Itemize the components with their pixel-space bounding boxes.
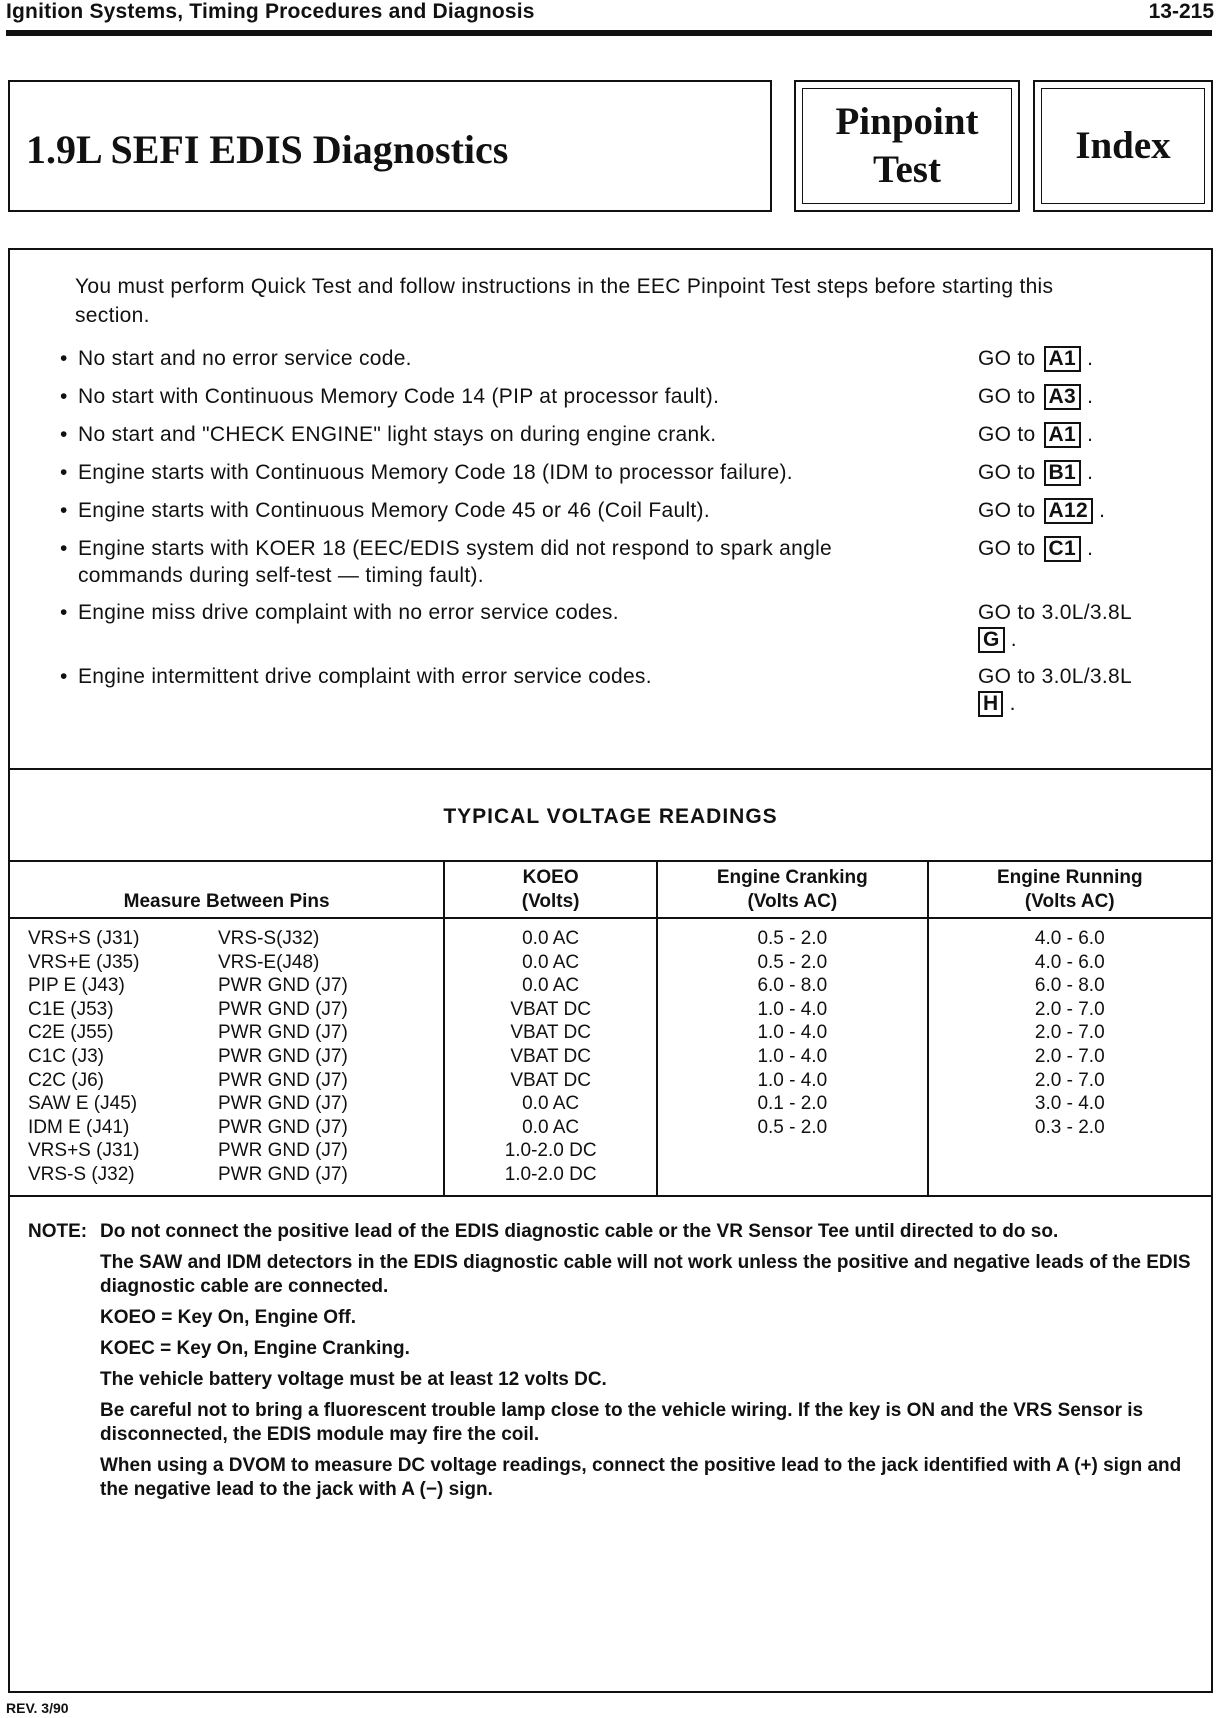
cell-koeo: VBAT DC xyxy=(444,1069,657,1093)
page-number: 13-215 xyxy=(1148,0,1214,23)
run-header-line1: Engine Running xyxy=(996,867,1143,888)
pin-a: C2E (J55) xyxy=(28,1022,114,1044)
cell-pins xyxy=(10,974,444,998)
crank-header-line1: Engine Cranking xyxy=(716,867,868,888)
main-panel xyxy=(8,248,1213,1693)
cell-running: 2.0 - 7.0 xyxy=(928,1069,1211,1093)
cell-pins xyxy=(10,918,444,951)
header-rule xyxy=(6,30,1212,36)
section-divider xyxy=(10,768,1211,770)
index-button-label: Index xyxy=(1075,124,1171,167)
symptom-list xyxy=(60,345,1200,727)
symptom-text: Engine starts with KOER 18 (EEC/EDIS system did not respond to spark angle commands during self-test — timing fault). xyxy=(78,537,833,587)
symptom-item xyxy=(60,383,1200,421)
cell-koeo: 0.0 AC xyxy=(444,951,657,975)
goto-label: GO to xyxy=(978,499,1036,522)
ref-link-b1[interactable]: B1 xyxy=(1044,460,1081,486)
goto-manual: 3.0L/3.8L xyxy=(1041,665,1132,688)
symptom-item xyxy=(60,599,1200,663)
pin-b: PWR GND (J7) xyxy=(218,1163,348,1185)
symptom-item xyxy=(60,459,1200,497)
cell-cranking: 1.0 - 4.0 xyxy=(657,1069,928,1093)
ref-link-a3[interactable]: A3 xyxy=(1044,384,1081,410)
cell-cranking: 0.5 - 2.0 xyxy=(657,918,928,951)
col-header-cranking xyxy=(657,862,928,918)
pinpoint-button-frame xyxy=(802,88,1012,204)
goto-instruction: GO to B1 . xyxy=(978,461,1094,484)
pin-a: IDM E (J41) xyxy=(28,1116,130,1138)
symptom-text: No start and "CHECK ENGINE" light stays on during engine crank. xyxy=(78,423,717,446)
table-row xyxy=(10,974,1211,998)
cell-cranking: 0.1 - 2.0 xyxy=(657,1092,928,1116)
koeo-header-line2: (Volts) xyxy=(521,891,580,912)
goto-label: GO to xyxy=(978,347,1036,370)
run-header-line2: (Volts AC) xyxy=(1024,891,1115,912)
pin-a: VRS-S (J32) xyxy=(28,1163,135,1185)
cell-running: 3.0 - 4.0 xyxy=(928,1092,1211,1116)
cell-pins xyxy=(10,1021,444,1045)
table-row xyxy=(10,1045,1211,1069)
table-row xyxy=(10,1163,1211,1196)
pin-b: PWR GND (J7) xyxy=(218,1093,348,1115)
cell-running: 0.3 - 2.0 xyxy=(928,1116,1211,1140)
cell-cranking: 0.5 - 2.0 xyxy=(657,1116,928,1140)
table-row xyxy=(10,1092,1211,1116)
crank-header-line2: (Volts AC) xyxy=(747,891,838,912)
cell-koeo: VBAT DC xyxy=(444,1045,657,1069)
goto-label: GO to xyxy=(978,537,1036,560)
goto-label: GO to xyxy=(978,423,1036,446)
cell-koeo: VBAT DC xyxy=(444,998,657,1022)
symptom-text: Engine miss drive complaint with no error service codes. xyxy=(78,601,619,624)
cell-cranking xyxy=(657,1139,928,1163)
cell-koeo: 0.0 AC xyxy=(444,1092,657,1116)
index-button[interactable] xyxy=(1033,80,1213,212)
symptom-item xyxy=(60,421,1200,459)
table-row xyxy=(10,1069,1211,1093)
pin-b: PWR GND (J7) xyxy=(218,1022,348,1044)
note-paragraph: The vehicle battery voltage must be at least 12 volts DC. xyxy=(100,1369,607,1390)
cell-cranking: 1.0 - 4.0 xyxy=(657,1021,928,1045)
table-row xyxy=(10,998,1211,1022)
symptom-text: No start with Continuous Memory Code 14 (PIP at processor fault). xyxy=(78,385,720,408)
symptom-text: Engine starts with Continuous Memory Code 45 or 46 (Coil Fault). xyxy=(78,499,710,522)
ref-link-a1[interactable]: A1 xyxy=(1044,422,1081,448)
cell-running: 6.0 - 8.0 xyxy=(928,974,1211,998)
bullet-icon: • xyxy=(60,423,68,446)
cell-koeo: 0.0 AC xyxy=(444,918,657,951)
bullet-icon: • xyxy=(60,601,68,624)
table-row xyxy=(10,918,1211,951)
bullet-icon: • xyxy=(60,665,68,688)
cell-running: 2.0 - 7.0 xyxy=(928,998,1211,1022)
pin-b: VRS-E(J48) xyxy=(218,951,320,973)
pin-a: VRS+E (J35) xyxy=(28,951,140,973)
note-paragraph: The SAW and IDM detectors in the EDIS diagnostic cable will not work unless the positive and negative leads of the EDIS diagnostic cable are connected. xyxy=(100,1252,1191,1297)
symptom-item xyxy=(60,497,1200,535)
goto-manual: 3.0L/3.8L xyxy=(1041,601,1132,624)
notes-section xyxy=(28,1220,1208,1502)
cell-koeo: 1.0-2.0 DC xyxy=(444,1163,657,1196)
cell-cranking xyxy=(657,1163,928,1196)
pin-b: PWR GND (J7) xyxy=(218,1045,348,1067)
doc-title: 1.9L SEFI EDIS Diagnostics xyxy=(26,127,509,172)
cell-cranking: 1.0 - 4.0 xyxy=(657,998,928,1022)
ref-link-c1[interactable]: C1 xyxy=(1044,536,1081,562)
col-header-pins: Measure Between Pins xyxy=(10,862,444,918)
symptom-item xyxy=(60,663,1200,727)
pin-a: C2C (J6) xyxy=(28,1069,105,1091)
pin-b: PWR GND (J7) xyxy=(218,975,348,997)
ref-link-a1[interactable]: A1 xyxy=(1044,346,1081,372)
table-row xyxy=(10,951,1211,975)
table-body xyxy=(10,918,1211,1196)
voltage-table xyxy=(10,862,1211,1197)
col-header-running xyxy=(928,862,1211,918)
symptom-item xyxy=(60,345,1200,383)
cell-koeo: VBAT DC xyxy=(444,1021,657,1045)
bullet-icon: • xyxy=(60,537,68,560)
symptom-item xyxy=(60,535,1200,599)
goto-label: GO to xyxy=(978,665,1036,688)
pin-a: VRS+S (J31) xyxy=(28,928,140,949)
pinpoint-label-line1: Pinpoint xyxy=(835,100,979,143)
cell-running: 4.0 - 6.0 xyxy=(928,951,1211,975)
symptom-text: Engine starts with Continuous Memory Code 18 (IDM to processor failure). xyxy=(78,461,793,484)
bullet-icon: • xyxy=(60,385,68,408)
goto-instruction: GO to A1 . xyxy=(978,423,1094,446)
cell-koeo: 1.0-2.0 DC xyxy=(444,1139,657,1163)
ref-link-h[interactable]: H xyxy=(978,691,1003,717)
table-row xyxy=(10,1116,1211,1140)
note-lead xyxy=(28,1220,1208,1244)
goto-instruction: GO to C1 . xyxy=(978,537,1094,560)
note-paragraph: When using a DVOM to measure DC voltage readings, connect the positive lead to the jack identified with A (+) sign and the negative lead to the jack with A (−) sign. xyxy=(100,1455,1182,1500)
bullet-icon: • xyxy=(60,499,68,522)
note-paragraph: Be careful not to bring a fluorescent trouble lamp close to the vehicle wiring. If the key is ON and the VRS Sensor is disconnected, the EDIS module may fire the coil. xyxy=(100,1400,1144,1445)
pin-a: VRS+S (J31) xyxy=(28,1140,140,1162)
pin-a: SAW E (J45) xyxy=(28,1093,138,1115)
cell-pins xyxy=(10,1139,444,1163)
cell-running: 4.0 - 6.0 xyxy=(928,918,1211,951)
pin-b: PWR GND (J7) xyxy=(218,1116,348,1138)
goto-instruction: GO to A12 . xyxy=(978,499,1106,522)
cell-koeo: 0.0 AC xyxy=(444,974,657,998)
goto-instruction: GO to 3.0L/3.8L H . xyxy=(978,665,1132,715)
pin-b: PWR GND (J7) xyxy=(218,1069,348,1091)
koeo-header-line1: KOEO xyxy=(522,867,579,888)
cell-pins xyxy=(10,1045,444,1069)
pin-b: VRS-S(J32) xyxy=(218,928,320,949)
bullet-icon: • xyxy=(60,347,68,370)
voltage-table-title: TYPICAL VOLTAGE READINGS xyxy=(443,805,778,828)
cell-pins xyxy=(10,1163,444,1196)
cell-running: 2.0 - 7.0 xyxy=(928,1045,1211,1069)
cell-cranking: 0.5 - 2.0 xyxy=(657,951,928,975)
cell-pins xyxy=(10,998,444,1022)
doc-title-box xyxy=(8,80,772,212)
table-header-row xyxy=(10,862,1211,918)
pin-b: PWR GND (J7) xyxy=(218,1140,348,1162)
note-paragraph: KOEC = Key On, Engine Cranking. xyxy=(100,1338,410,1359)
goto-instruction: GO to A1 . xyxy=(978,347,1094,370)
goto-label: GO to xyxy=(978,385,1036,408)
cell-running xyxy=(928,1163,1211,1196)
symptom-text: No start and no error service code. xyxy=(78,347,412,370)
pinpoint-label-line2: Test xyxy=(873,148,941,191)
note-label: NOTE: xyxy=(28,1221,88,1242)
table-row xyxy=(10,1139,1211,1163)
pin-b: PWR GND (J7) xyxy=(218,998,348,1020)
revision-label: REV. 3/90 xyxy=(6,1700,69,1716)
cell-cranking: 1.0 - 4.0 xyxy=(657,1045,928,1069)
index-button-frame xyxy=(1041,88,1205,204)
note-paragraph: KOEO = Key On, Engine Off. xyxy=(100,1307,357,1328)
cell-running xyxy=(928,1139,1211,1163)
cell-koeo: 0.0 AC xyxy=(444,1116,657,1140)
ref-link-g[interactable]: G xyxy=(978,627,1005,653)
goto-instruction: GO to A3 . xyxy=(978,385,1094,408)
goto-instruction: GO to 3.0L/3.8L G . xyxy=(978,601,1132,651)
pin-a: C1E (J53) xyxy=(28,998,114,1020)
cell-pins xyxy=(10,1116,444,1140)
intro-text: You must perform Quick Test and follow instructions in the EEC Pinpoint Test steps before starting this section. xyxy=(75,275,1054,327)
cell-cranking: 6.0 - 8.0 xyxy=(657,974,928,998)
goto-label: GO to xyxy=(978,601,1036,624)
table-row xyxy=(10,1021,1211,1045)
goto-label: GO to xyxy=(978,461,1036,484)
ref-link-a12[interactable]: A12 xyxy=(1044,498,1093,524)
pin-a: PIP E (J43) xyxy=(28,975,125,997)
note-first: Do not connect the positive lead of the EDIS diagnostic cable or the VR Sensor Tee until directed to do so. xyxy=(100,1221,1059,1242)
bullet-icon: • xyxy=(60,461,68,484)
cell-pins xyxy=(10,951,444,975)
symptom-text: Engine intermittent drive complaint with error service codes. xyxy=(78,665,652,688)
cell-pins xyxy=(10,1092,444,1116)
page-header xyxy=(0,0,1216,40)
cell-pins xyxy=(10,1069,444,1093)
pin-a: C1C (J3) xyxy=(28,1045,105,1067)
section-title: Ignition Systems, Timing Procedures and Diagnosis xyxy=(6,0,535,23)
pinpoint-test-button[interactable] xyxy=(794,80,1020,212)
cell-running: 2.0 - 7.0 xyxy=(928,1021,1211,1045)
col-header-koeo xyxy=(444,862,657,918)
